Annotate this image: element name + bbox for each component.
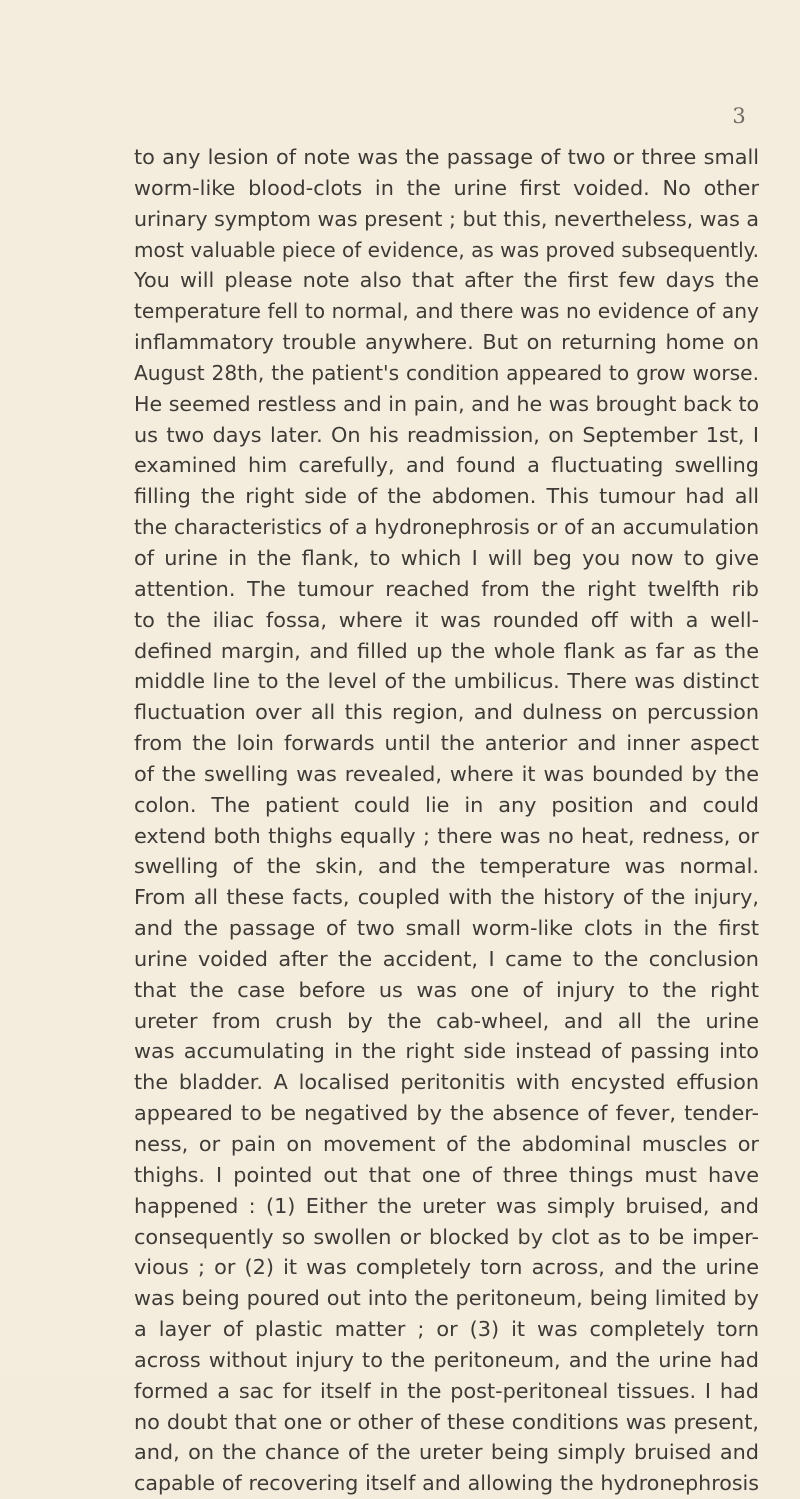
text-line: most valuable piece of evidence, as was proved subsequently. [134,237,760,262]
text-line: fluctuation over all this region, and dulness on percussion [134,700,759,725]
text-line: You will please note also that after the first few days the [134,268,759,293]
text-line: ureter from crush by the cab-wheel, and all the urine [134,1008,759,1033]
text-line: capable of recovering itself and allowing the hydronephrosis [134,1471,759,1496]
text-line: filling the right side of the abdomen. This tumour had all [134,484,759,509]
text-line: of the swelling was revealed, where it was bounded by the [134,761,759,786]
text-line: that the case before us was one of injury to the right [134,977,759,1002]
text-line: August 28th, the patient's condition appeared to grow worse. [134,360,759,385]
text-line: appeared to be negatived by the absence of fever, tender- [134,1101,759,1126]
page-number: 3 [732,104,746,128]
text-line: the bladder. A localised peritonitis with encysted effusion [134,1070,759,1095]
text-line: worm-like blood-clots in the urine first voided. No other [134,175,759,200]
text-line: attention. The tumour reached from the right twelfth rib [134,576,759,601]
text-line: examined him carefully, and found a fluctuating swelling [134,453,759,478]
text-line: happened : (1) Either the ureter was simply bruised, and [134,1193,759,1218]
text-line: temperature fell to normal, and there was no evidence of any [134,299,759,324]
text-line: thighs. I pointed out that one of three things must have [134,1162,759,1187]
text-line: defined margin, and filled up the whole flank as far as the [134,638,759,663]
text-line: urine voided after the accident, I came to the conclusion [134,946,759,971]
text-line: ness, or pain on movement of the abdominal muscles or [134,1132,759,1156]
text-line: extend both thighs equally ; there was no heat, redness, or [134,823,759,848]
text-line: of urine in the flank, to which I will beg you now to give [134,545,759,570]
text-line: middle line to the level of the umbilicus. There was distinct [134,669,759,694]
text-line: and, on the chance of the ureter being simply bruised and [134,1440,759,1465]
text-line: the characteristics of a hydronephrosis or of an accumulation [134,515,759,540]
text-line: from the loin forwards until the anterior and inner aspect [134,731,759,756]
text-line: to the iliac fossa, where it was rounded off with a well- [134,607,759,632]
text-line: inflammatory trouble anywhere. But on returning home on [134,330,759,355]
text-line: consequently so swollen or blocked by clot as to be imper- [134,1224,759,1249]
text-line: He seemed restless and in pain, and he was brought back to [134,391,760,416]
text-line: no doubt that one or other of these conditions was present, [134,1409,759,1434]
text-line: colon. The patient could lie in any position and could [134,792,759,817]
text-line: was accumulating in the right side instead of passing into [134,1039,759,1064]
text-line: From all these facts, coupled with the history of the injury, [134,885,759,910]
text-line: urinary symptom was present ; but this, nevertheless, was a [134,206,760,231]
text-line: to any lesion of note was the passage of two or three small [134,145,759,169]
body-text [134,142,759,1499]
text-line: vious ; or (2) it was completely torn across, and the urine [134,1255,759,1280]
text-line: and the passage of two small worm-like clots in the first [134,916,759,941]
text-line: us two days later. On his readmission, on September 1st, I [134,422,759,447]
text-line: swelling of the skin, and the temperature was normal. [134,854,759,879]
text-line: across without injury to the peritoneum, and the urine had [134,1347,759,1372]
text-line: formed a sac for itself in the post-peritoneal tissues. I had [134,1378,759,1403]
text-line: a layer of plastic matter ; or (3) it was completely torn [134,1317,759,1342]
text-line: was being poured out into the peritoneum, being limited by [134,1286,759,1311]
